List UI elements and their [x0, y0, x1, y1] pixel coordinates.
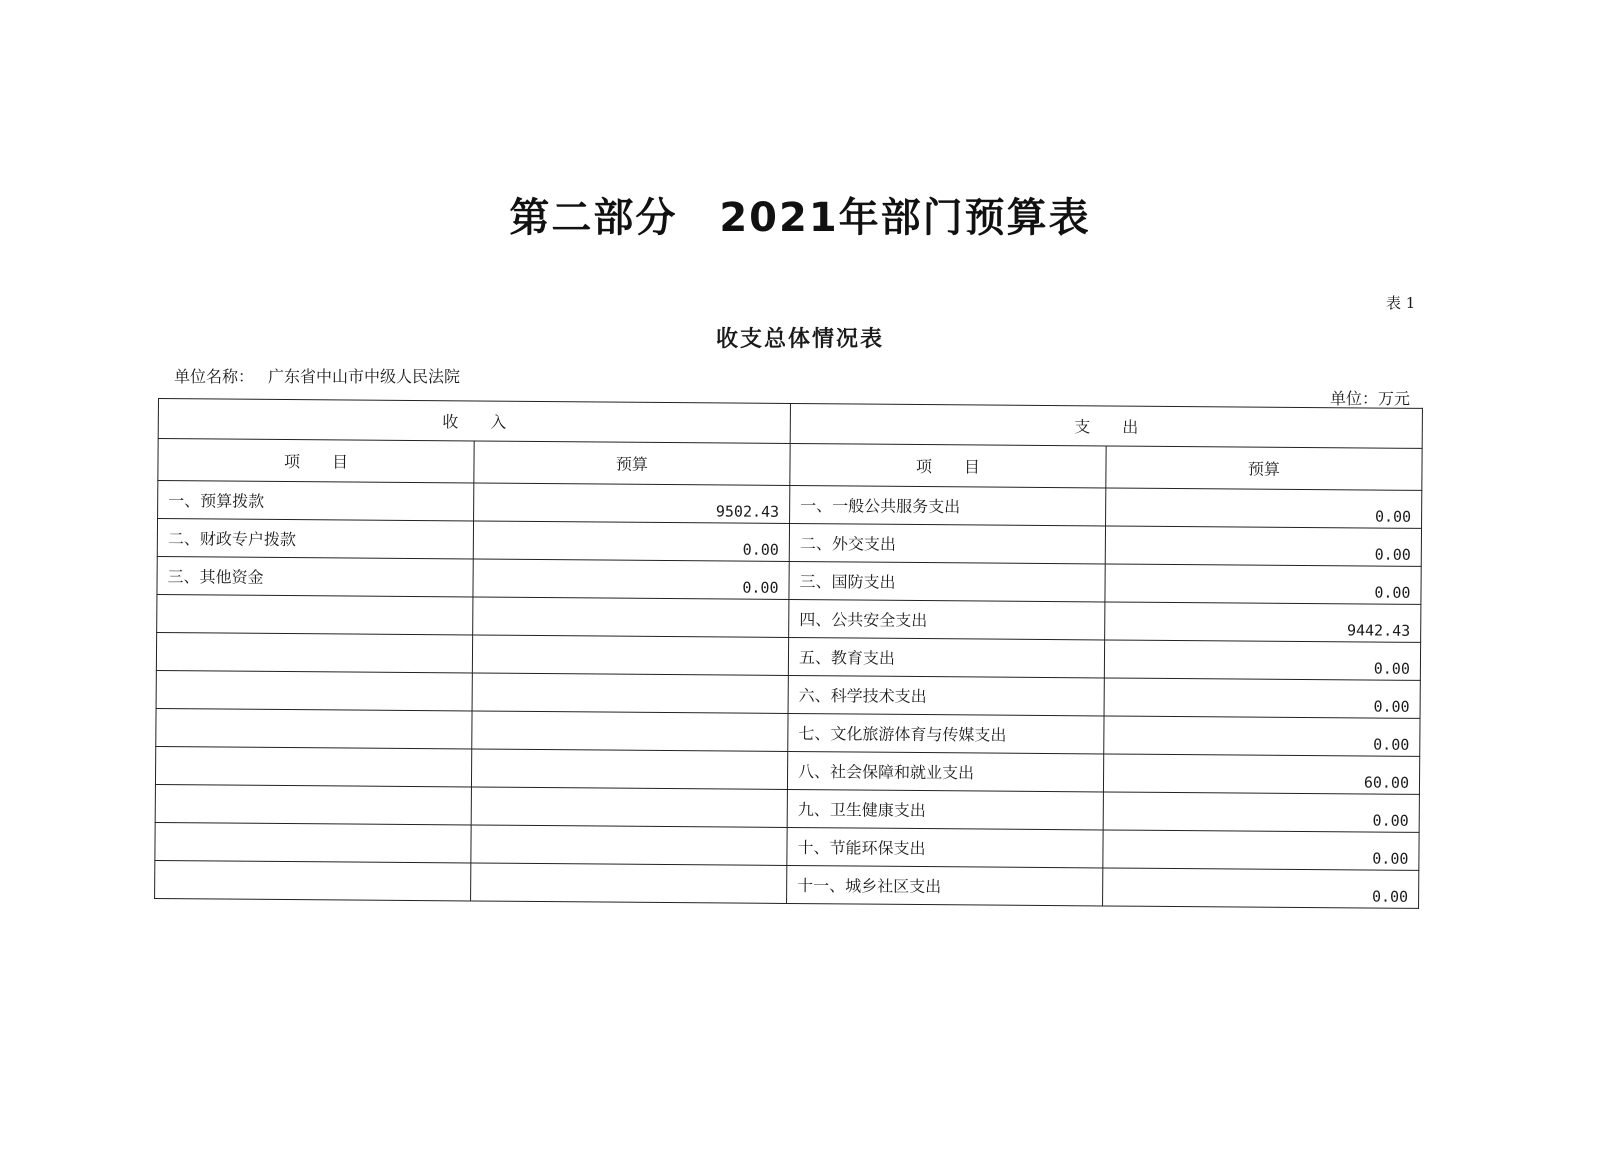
expense-item-col-header: 项 目 — [790, 443, 1106, 487]
expense-budget: 0.00 — [1105, 564, 1421, 604]
income-budget: 0.00 — [473, 559, 789, 599]
income-budget-col-header: 预算 — [474, 441, 790, 485]
expense-item: 八、社会保障和就业支出 — [787, 751, 1103, 791]
income-item: 二、财政专户拨款 — [157, 519, 473, 559]
expense-item: 三、国防支出 — [789, 561, 1105, 601]
income-budget — [472, 711, 788, 751]
unit-name — [174, 364, 460, 387]
income-item: 一、预算拨款 — [158, 481, 474, 521]
expense-budget: 0.00 — [1103, 792, 1419, 832]
expense-budget: 0.00 — [1106, 488, 1422, 528]
expense-budget: 0.00 — [1103, 868, 1419, 908]
expense-budget-col-header: 预算 — [1106, 446, 1422, 490]
income-budget — [471, 749, 787, 789]
income-budget — [471, 787, 787, 827]
income-item — [155, 746, 471, 786]
unit-name-label: 单位名称： — [174, 367, 255, 386]
income-budget: 0.00 — [473, 521, 789, 561]
income-header: 收 入 — [158, 399, 790, 444]
unit-name-value: 广东省中山市中级人民法院 — [268, 367, 461, 386]
expense-budget: 0.00 — [1103, 830, 1419, 870]
expense-item: 二、外交支出 — [789, 523, 1105, 563]
currency-unit: 单位：万元 — [1330, 389, 1411, 408]
page-heading: 第二部分 2021年部门预算表 — [509, 195, 1091, 241]
expense-item: 十、节能环保支出 — [787, 827, 1103, 867]
income-budget — [473, 597, 789, 637]
expense-item: 七、文化旅游体育与传媒支出 — [788, 713, 1104, 753]
income-item — [155, 860, 471, 900]
income-item-col-header: 项 目 — [158, 439, 474, 483]
income-budget — [472, 673, 788, 713]
expense-budget: 0.00 — [1104, 716, 1420, 756]
expense-budget: 60.00 — [1103, 754, 1419, 794]
income-item — [155, 822, 471, 862]
expense-item: 六、科学技术支出 — [788, 675, 1104, 715]
sheet-title: 收支总体情况表 — [715, 326, 884, 352]
expense-budget: 0.00 — [1105, 526, 1421, 566]
income-item: 三、其他资金 — [157, 556, 473, 596]
income-item — [155, 784, 471, 824]
expense-budget: 0.00 — [1104, 678, 1420, 718]
expense-header: 支 出 — [790, 403, 1422, 448]
expense-budget: 9442.43 — [1105, 602, 1421, 642]
income-budget — [472, 635, 788, 675]
income-item — [156, 670, 472, 710]
budget-table — [154, 398, 1423, 909]
income-budget: 9502.43 — [474, 483, 790, 523]
expense-item: 十一、城乡社区支出 — [787, 865, 1103, 905]
expense-item: 五、教育支出 — [788, 637, 1104, 677]
expense-item: 一、一般公共服务支出 — [790, 485, 1106, 525]
income-item — [156, 632, 472, 672]
income-item — [156, 708, 472, 748]
table-number: 表 1 — [1386, 294, 1416, 312]
expense-item: 四、公共安全支出 — [789, 599, 1105, 639]
income-item — [157, 594, 473, 634]
income-budget — [471, 863, 787, 903]
expense-item: 九、卫生健康支出 — [787, 789, 1103, 829]
income-budget — [471, 825, 787, 865]
expense-budget: 0.00 — [1104, 640, 1420, 680]
